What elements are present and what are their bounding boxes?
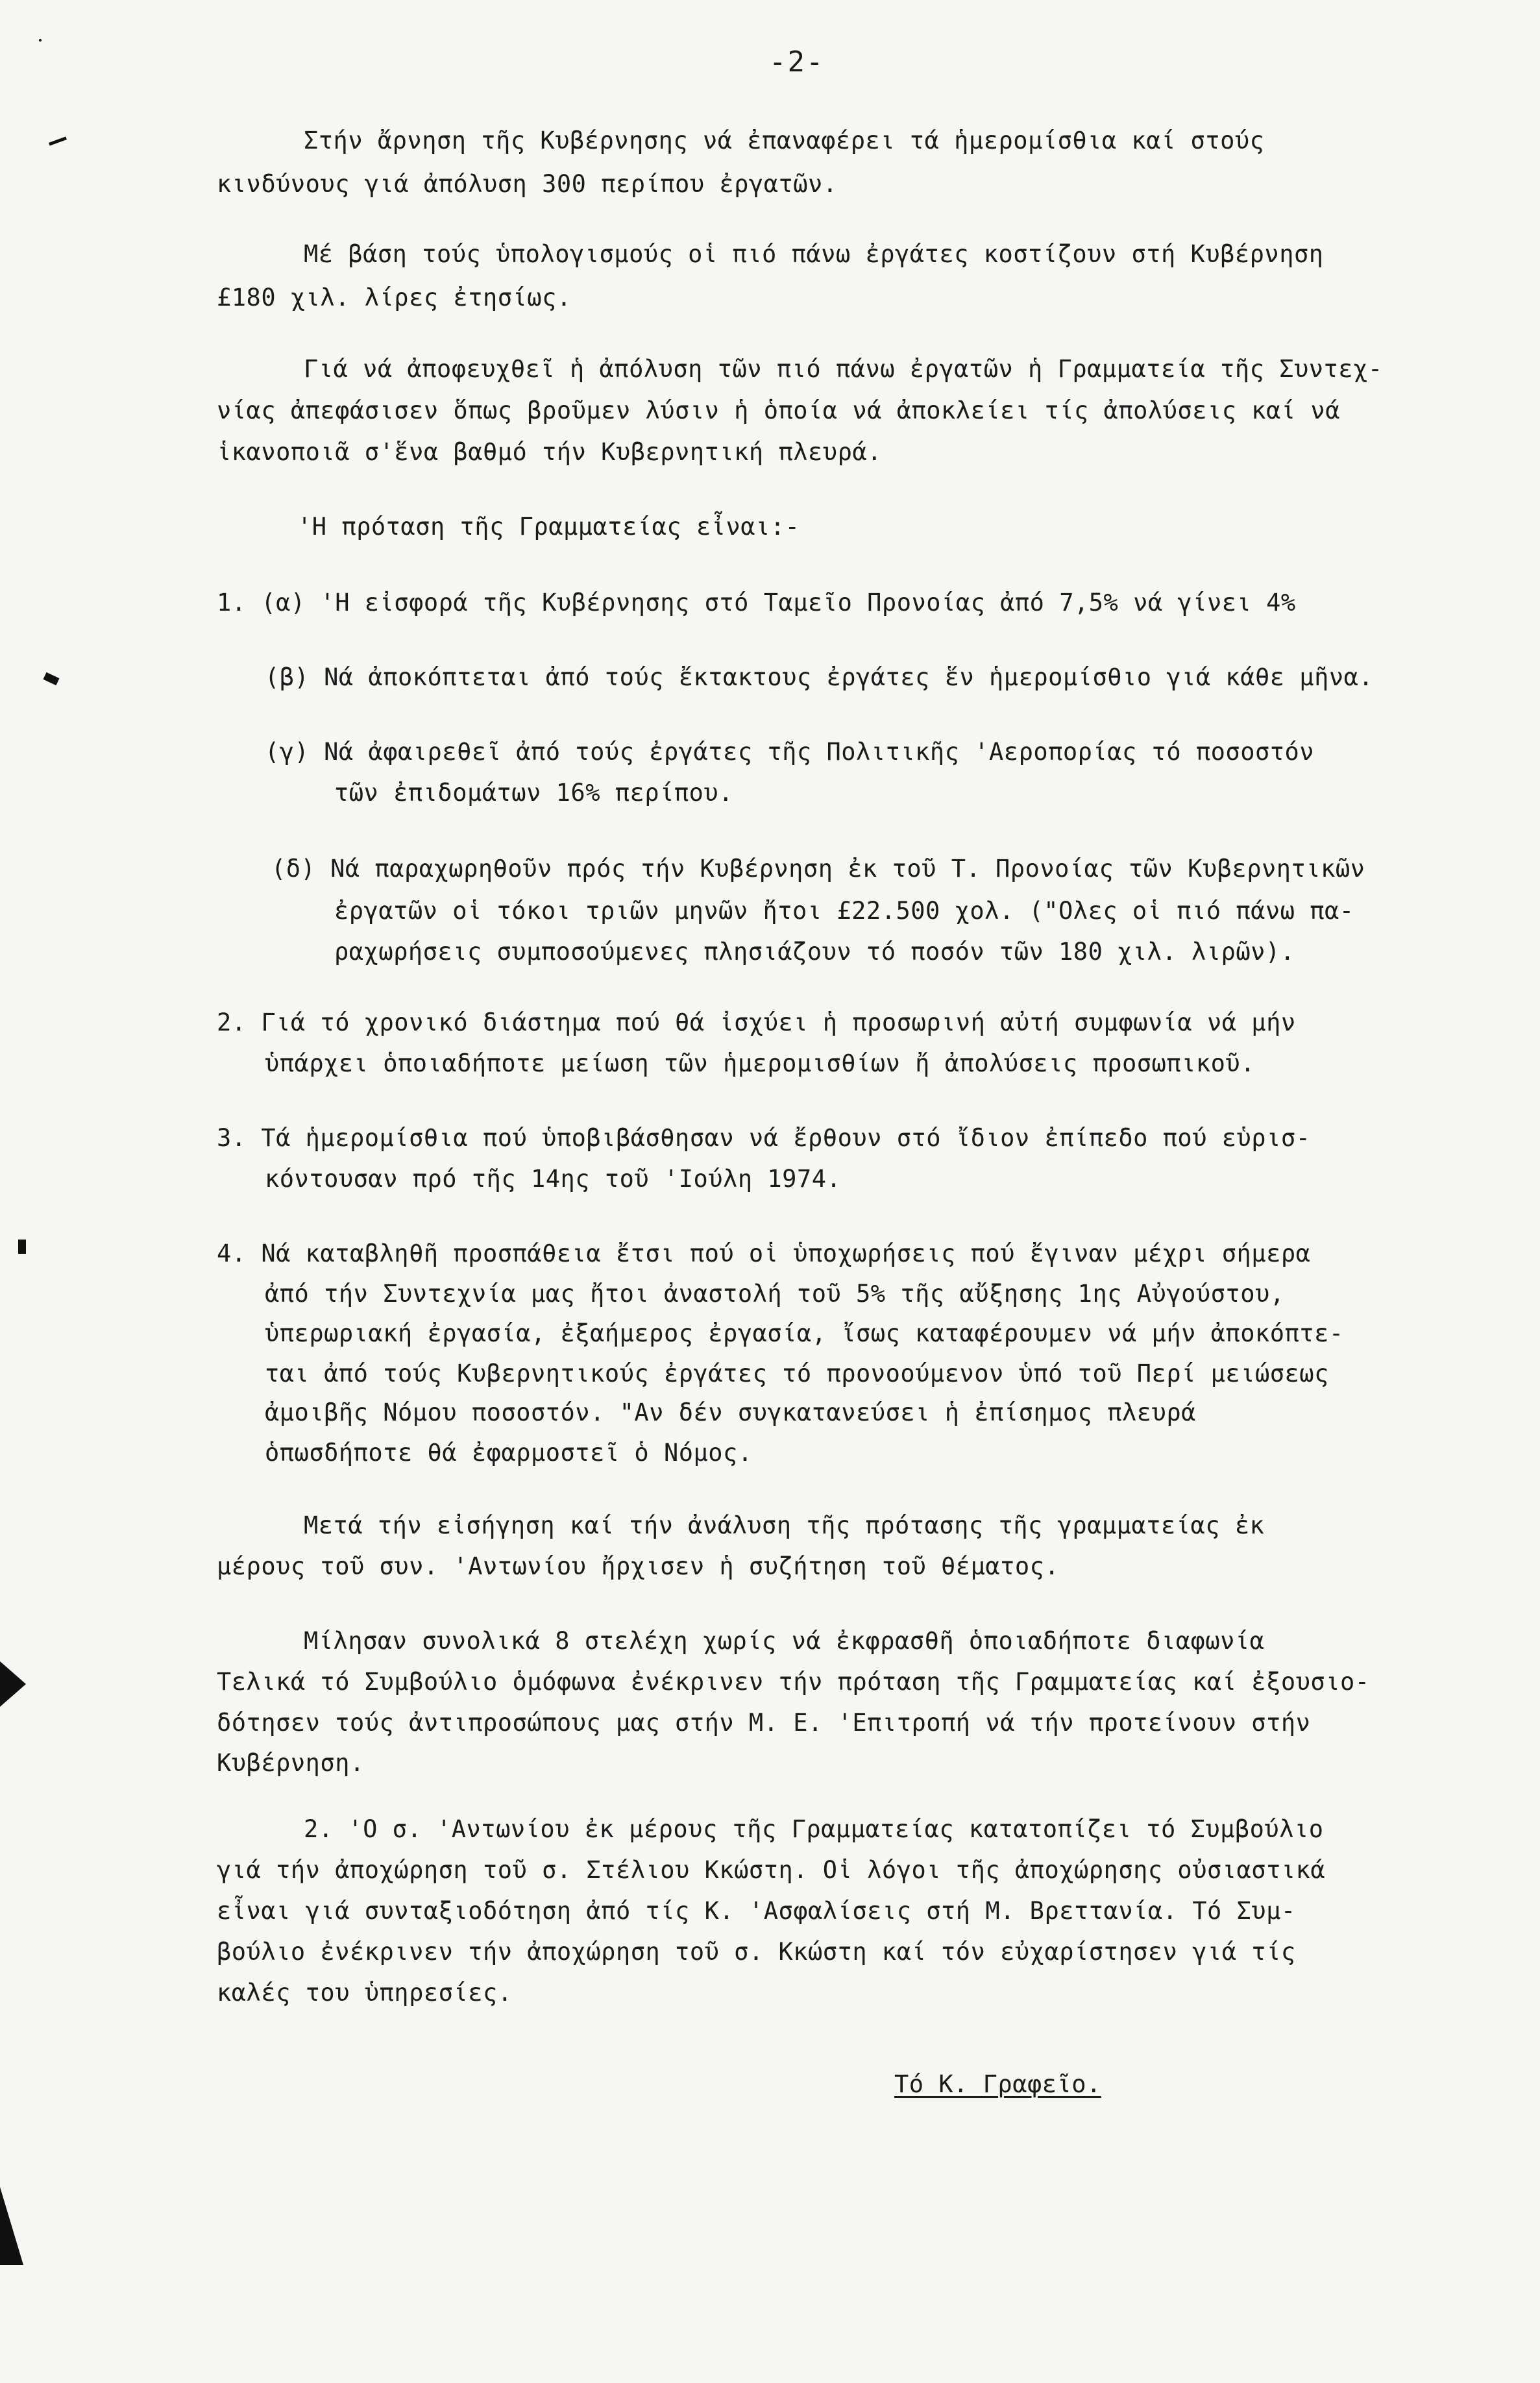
p7-line-5: καλές του ὑπηρεσίες.	[217, 1979, 513, 2007]
item4-line-5: ἀμοιβῆς Νόμου ποσοστόν. "Αν δέν συγκατανεύσει ἡ ἐπίσημος πλευρά	[265, 1399, 1196, 1426]
p7-line-2: γιά τήν ἀποχώρηση τοῦ σ. Στέλιου Κκώστη. Οἱ λόγοι τῆς ἀποχώρησης οὐσιαστικά	[217, 1856, 1326, 1884]
scan-mark-left-4	[0, 1661, 26, 1707]
p3-line-3: ἱκανοποιᾶ σ'ἕνα βαθμό τήν Κυβερνητική πλευρά.	[217, 438, 882, 466]
item2-line-2: ὑπάρχει ὁποιαδήποτε μείωση τῶν ἡμερομισθίων ἤ ἀπολύσεις προσωπικοῦ.	[265, 1049, 1255, 1077]
page-number: -2-	[769, 45, 825, 79]
p5-line-2: μέρους τοῦ συν. 'Αντωνίου ἤρχισεν ἡ συζήτηση τοῦ θέματος.	[217, 1552, 1060, 1580]
p2-line-1: Μέ βάση τούς ὑπολογισμούς οἱ πιό πάνω ἐργάτες κοστίζουν στή Κυβέρνηση	[304, 240, 1324, 268]
p1-line-1: Στήν ἄρνηση τῆς Κυβέρνησης νά ἐπαναφέρει τά ἡμερομίσθια καί στούς	[304, 127, 1265, 154]
item3-line-2: κόντουσαν πρό τῆς 14ης τοῦ 'Ιούλη 1974.	[265, 1165, 842, 1193]
p6-line-3: δότησεν τούς ἀντιπροσώπους μας στήν Μ. Ε. 'Επιτροπή νά τήν προτείνουν στήν	[217, 1709, 1311, 1737]
p6-line-2: Τελικά τό Συμβούλιο ὁμόφωνα ἐνέκρινεν τήν πρόταση τῆς Γραμματείας καί ἐξουσιο-	[217, 1668, 1370, 1696]
p7-line-1: 2. 'Ο σ. 'Αντωνίου ἐκ μέρους τῆς Γραμματείας κατατοπίζει τό Συμβούλιο	[304, 1815, 1324, 1843]
item1d-line-3: ραχωρήσεις συμποσούμενες πλησιάζουν τό ποσόν τῶν 180 χιλ. λιρῶν).	[334, 938, 1295, 966]
item3-line-1: 3. Τά ἡμερομίσθια πού ὑποβιβάσθησαν νά ἔρθουν στό ἴδιον ἐπίπεδο πού εὑρισ-	[217, 1124, 1311, 1152]
p7-line-4: βούλιο ἐνέκρινεν τήν ἀποχώρηση τοῦ σ. Κκώστη καί τόν εὐχαρίστησεν γιά τίς	[217, 1938, 1296, 1966]
item2-line-1: 2. Γιά τό χρονικό διάστημα πού θά ἰσχύει ἡ προσωρινή αὐτή συμφωνία νά μήν	[217, 1008, 1296, 1036]
p6-line-4: Κυβέρνηση.	[217, 1749, 365, 1777]
item4-line-6: ὁπωσδήποτε θά ἐφαρμοστεῖ ὁ Νόμος.	[265, 1439, 753, 1467]
signature: Τό Κ. Γραφεῖο.	[894, 2070, 1101, 2098]
scan-mark-left-5	[0, 2187, 23, 2265]
p3-line-1: Γιά νά ἀποφευχθεῖ ἡ ἀπόλυση τῶν πιό πάνω ἐργατῶν ἡ Γραμματεία τῆς Συντεχ-	[304, 355, 1383, 383]
p7-line-3: εἶναι γιά συνταξιοδότηση ἀπό τίς Κ. 'Ασφαλίσεις στή Μ. Βρεττανία. Τό Συμ-	[217, 1897, 1296, 1925]
p3-line-2: νίας ἀπεφάσισεν ὅπως βροῦμεν λύσιν ἡ ὁποία νά ἀποκλείει τίς ἀπολύσεις καί νά	[217, 397, 1340, 424]
scan-mark-top	[39, 39, 42, 42]
item1d-line-2: ἐργατῶν οἱ τόκοι τριῶν μηνῶν ἤτοι £22.500 χολ. ("Ολες οἱ πιό πάνω πα-	[334, 897, 1354, 925]
p4-line-1: 'Η πρόταση τῆς Γραμματείας εἶναι:-	[297, 513, 800, 541]
item1c-line-1: (γ) Νά ἀφαιρεθεῖ ἀπό τούς ἐργάτες τῆς Πολιτικῆς 'Αεροπορίας τό ποσοστόν	[265, 738, 1315, 766]
scan-mark-left-3	[18, 1240, 26, 1254]
item4-line-2: ἀπό τήν Συντεχνία μας ἤτοι ἀναστολή τοῦ 5% τῆς αὔξησης 1ης Αὐγούστου,	[265, 1280, 1285, 1308]
item4-line-4: ται ἀπό τούς Κυβερνητικούς ἐργάτες τό προνοούμενον ὑπό τοῦ Περί μειώσεως	[265, 1360, 1329, 1387]
item4-line-3: ὑπερωριακή ἐργασία, ἐξαήμερος ἐργασία, ἴσως καταφέρουμεν νά μήν ἀποκόπτε-	[265, 1319, 1344, 1347]
p1-line-2: κινδύνους γιά ἀπόλυση 300 περίπου ἐργατῶν.	[217, 170, 838, 198]
scan-mark-left-2	[43, 672, 59, 685]
item1c-line-2: τῶν ἐπιδομάτων 16% περίπου.	[334, 779, 733, 807]
item1b-line-1: (β) Νά ἀποκόπτεται ἀπό τούς ἔκτακτους ἐργάτες ἕν ἡμερομίσθιο γιά κάθε μῆνα.	[265, 663, 1374, 691]
scan-mark-left-1	[49, 136, 67, 145]
p5-line-1: Μετά τήν εἰσήγηση καί τήν ἀνάλυση τῆς πρότασης τῆς γραμματείας ἐκ	[304, 1511, 1265, 1539]
item1d-line-1: (δ) Νά παραχωρηθοῦν πρός τήν Κυβέρνηση ἐκ τοῦ Τ. Προνοίας τῶν Κυβερνητικῶν	[271, 855, 1365, 883]
item4-line-1: 4. Νά καταβληθῆ προσπάθεια ἔτσι πού οἱ ὑποχωρήσεις πού ἔγιναν μέχρι σήμερα	[217, 1240, 1311, 1267]
item1a-line-1: 1. (α) 'Η εἰσφορά τῆς Κυβέρνησης στό Ταμεῖο Προνοίας ἀπό 7,5% νά γίνει 4%	[217, 589, 1296, 617]
p2-line-2: £180 χιλ. λίρες ἐτησίως.	[217, 284, 572, 312]
p6-line-1: Μίλησαν συνολικά 8 στελέχη χωρίς νά ἐκφρασθῆ ὁποιαδήποτε διαφωνία	[304, 1627, 1265, 1655]
